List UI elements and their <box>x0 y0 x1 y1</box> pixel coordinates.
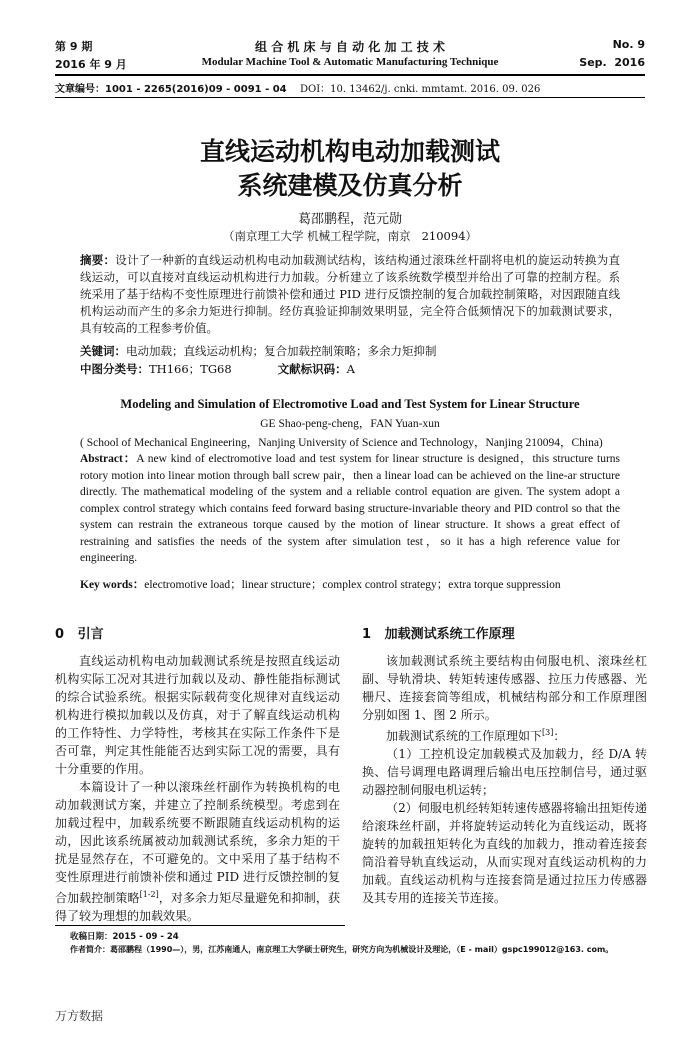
abstract-en-label: Abstract： <box>80 453 137 465</box>
keywords-en-label: Key words： <box>80 579 145 591</box>
watermark: 万方数据 <box>55 1009 104 1023</box>
classification-label: 中图分类号： <box>80 362 149 376</box>
section1-paragraph2: 加载测试系统的工作原理如下[3]： <box>386 728 566 743</box>
authors-en: GE Shao-peng-cheng，FAN Yuan-xun <box>260 418 440 430</box>
classification-value: TH166；TG68 <box>149 362 232 376</box>
section1-paragraph4: （2）伺服电机经转矩转速传感器将输出扭矩传递给滚珠丝杆副，并将旋转运动转化为直线运动，既将旋转的加载扭矩转化为直线的加载力，推动着连接套筒沿着导轨直线运动，从而实现对直线运动机构的力加载。直线运动机构与连接套筒是通过拉压力传感器及其专用的连接关节连接。 <box>362 801 647 905</box>
section1-paragraph3: （1）工控机设定加载模式及加载力，经 D/A 转换、信号调理电路调理后输出电压控制信号，通过驱动器控制伺服电机运转； <box>362 747 647 797</box>
header-issue-cn: 第 9 期 <box>55 40 93 53</box>
keywords-en-text: electromotive load；linear structure；complex control strategy；extra torque suppression <box>144 579 561 591</box>
section0-paragraph2: 本篇设计了一种以滚珠丝杆副作为转换机构的电动加载测试方案，并建立了控制系统模型。考虑到在加载过程中，加载系统要不断跟随直线运动机构的运动，因此该系统属被动加载测试系统，多余力矩的干扰是显然存在，不可避免的。文中采用了基于结构不变性原理进行前馈补偿和通过 PID 进行反馈控制的复合加载控制策略[1-2]，对多余力矩尽量避免和抑制，获得了较为理想的加载效果。 <box>55 780 340 923</box>
footnote-rule <box>55 925 345 926</box>
header-date-cn: 2016 年 9 月 <box>55 58 127 71</box>
abstract-cn-text: 设计了一种新的直线运动机构电动加载测试结构，该结构通过滚珠丝杆副将电机的旋运动转换为直线运动，可以直接对直线运动机构进行力加载。分析建立了该系统数学模型并给出了可靠的控制方程。系统采用了基于结构不变性原理进行前馈补偿和通过 PID 进行反馈控制的复合加载控制策略，对因跟随直线机构运动而产生的多余力矩进行抑制。经仿真验证抑制效果明显，完全符合低频情况下的加载测试要求，具有较高的工程参考价值。 <box>80 253 620 335</box>
abstract-cn-label: 摘要： <box>80 253 116 267</box>
section0-paragraph1: 直线运动机构电动加载测试系统是按照直线运动机构实际工况对其进行加载以及动、静性能指标测试的综合试验系统。根据实际载荷变化规律对直线运动机构进行模拟加载以及仿真，对于了解直线运动机构的工作特性、力学特性，考核其在实际工作条件下是否可靠，判定其性能能否达到实际工况的需要，具有十分重要的作用。 <box>55 654 340 776</box>
keywords-cn-label: 关键词： <box>80 344 126 358</box>
affiliation-en: ( School of Mechanical Engineering，Nanjing University of Science and Technology，Nanjing 210094，China) <box>80 437 603 449</box>
footnote-received: 收稿日期：2015 - 09 - 24 <box>70 932 179 942</box>
authors-cn: 葛邵鹏程，范元勋 <box>297 212 402 227</box>
abstract-cn <box>80 252 620 337</box>
keywords-cn-text: 电动加载；直线运动机构；复合加载控制策略；多余力矩抑制 <box>126 344 437 358</box>
right-column <box>362 626 647 907</box>
keywords-cn <box>80 343 620 360</box>
doc-code-label: 文献标识码： <box>277 362 347 376</box>
affiliation-cn: （南京理工大学 机械工程学院，南京 210094） <box>222 229 478 243</box>
abstract-en <box>80 451 620 567</box>
keywords-en <box>80 577 620 594</box>
title-cn-line2: 系统建模及仿真分析 <box>237 171 463 200</box>
footnote-bio: 作者简介：葛邵鹏程（1990—），男，江苏南通人，南京理工大学硕士研究生，研究方向为机械设计及理论，（E - mail）gspc199012@163. com。 <box>70 945 614 954</box>
classification-cn <box>80 361 620 378</box>
section1-paragraph1: 该加载测试系统主要结构由伺服电机、滚珠丝杠副、导轨滑块、转矩转速传感器、拉压力传感器、光栅尺、连接套筒等组成，机械结构部分和工作原理图分别如图 1、图 2 所示。 <box>362 654 647 722</box>
article-number: 文章编号：1001 - 2265(2016)09 - 0091 - 04 <box>55 84 287 95</box>
citation-1-2: [1-2] <box>139 890 159 899</box>
left-column <box>55 626 340 925</box>
header-rule <box>55 74 645 76</box>
section1-heading: 1 加载测试系统工作原理 <box>362 627 515 642</box>
header-issue-en: No. 9 <box>612 38 645 51</box>
doi: DOI：10. 13462/j. cnki. mmtamt. 2016. 09. 026 <box>300 84 541 95</box>
doc-code-value: A <box>346 362 355 376</box>
header-date-en: Sep. 2016 <box>579 56 645 69</box>
abstract-en-text: A new kind of electromotive load and test system for linear structure is designed，this structure turns rotory motion into linear motion through ball screw pair，then a linear load can be achieved on the line-ar structure directly. The mathematical modeling of the system and a reliable control equation are given. The system adopt a complex control strategy which contains feed forward basing structure-invariable theory and PID control so that the system can restrain the extraneous torque caused by the motion of linear structure. It shows a great effect of restraining and satisfies the needs of the system after simulation test，so it has a high reference value for engineering. <box>80 453 620 564</box>
title-cn-line1: 直线运动机构电动加载测试 <box>199 137 500 166</box>
header-journal-cn: 组 合 机 床 与 自 动 化 加 工 技 术 <box>255 40 445 54</box>
citation-3: [3] <box>542 728 554 737</box>
header-journal-en: Modular Machine Tool & Automatic Manufacturing Technique <box>201 56 499 68</box>
section0-heading: 0 引言 <box>55 627 104 642</box>
title-en: Modeling and Simulation of Electromotive Load and Test System for Linear Structure <box>120 397 580 411</box>
meta-rule <box>55 97 645 98</box>
